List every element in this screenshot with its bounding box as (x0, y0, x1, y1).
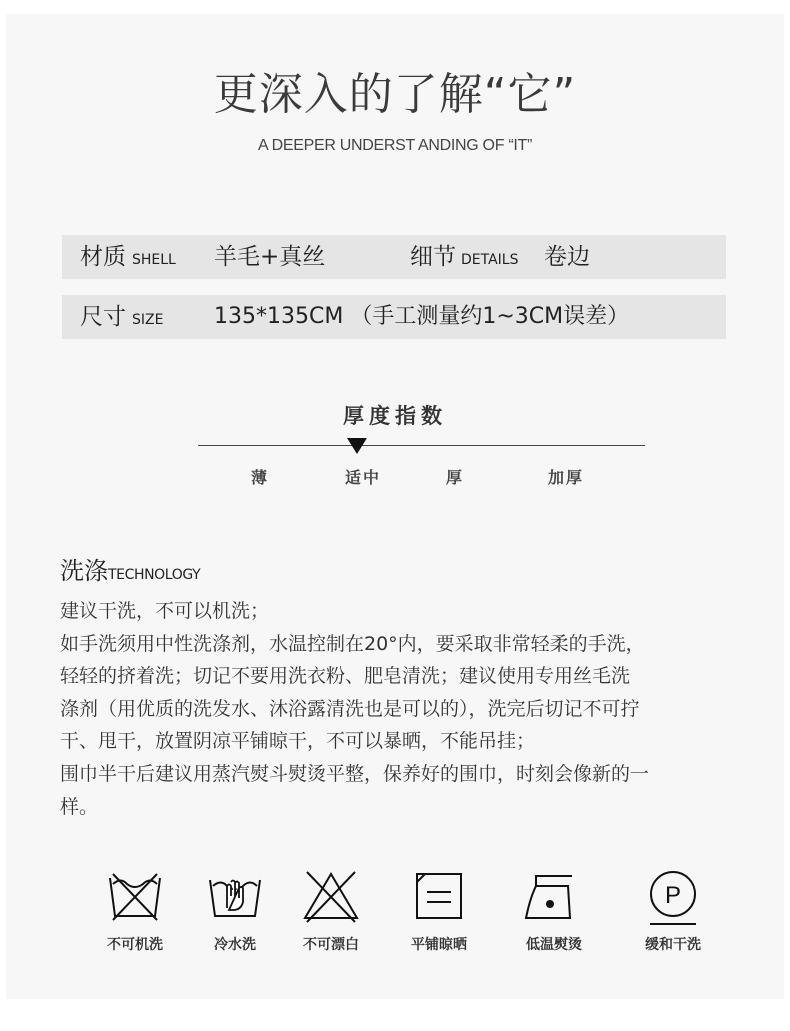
details-label: 细节 (410, 244, 456, 270)
page-subtitle: A DEEPER UNDERST ANDING OF “IT” (258, 137, 532, 154)
care-label-gentle-dry-clean: 缓和干洗 (645, 937, 701, 953)
washing-line: 干、甩干，放置阴凉平铺晾干，不可以暴晒，不能吊挂； (60, 730, 536, 753)
material-label: 材质 (80, 244, 126, 270)
material-label-en: SHELL (132, 252, 176, 268)
thickness-level-extra-thick: 加厚 (548, 468, 585, 487)
washing-line: 建议干洗，不可以机洗； (60, 600, 270, 622)
low-temp-iron-icon (508, 868, 598, 924)
washing-heading-cn: 洗涤 (60, 557, 108, 585)
thickness-title: 厚度指数 (343, 404, 447, 428)
washing-line: 轻轻的挤着洗；切记不要用洗衣粉、肥皂清洗；建议使用专用丝毛洗 (60, 665, 631, 688)
material-value: 羊毛+真丝 (214, 244, 326, 270)
thickness-level-medium: 适中 (345, 468, 382, 487)
thickness-level-thin: 薄 (251, 468, 270, 487)
no-bleach-icon (286, 868, 376, 924)
care-label-no-bleach: 不可漂白 (303, 937, 359, 953)
no-machine-wash-icon (90, 868, 180, 924)
size-label: 尺寸 (80, 304, 126, 330)
washing-line: 样。 (60, 795, 99, 818)
content-panel (6, 14, 784, 999)
details-value: 卷边 (544, 244, 590, 270)
page-title: 更深入的了解“它” (213, 69, 577, 120)
dry-clean-p-icon (628, 868, 718, 928)
care-label-low-temp-iron: 低温熨烫 (526, 937, 582, 953)
dry-flat-icon (394, 868, 484, 924)
washing-line: 围巾半干后建议用蒸汽熨斗熨烫平整，保养好的围巾，时刻会像新的一 (60, 762, 650, 785)
care-label-no-machine-wash: 不可机洗 (107, 937, 163, 953)
thickness-scale-line (198, 445, 645, 446)
size-label-en: SIZE (132, 312, 164, 328)
thickness-marker-icon (347, 438, 367, 454)
spec-row-size (62, 295, 726, 339)
washing-heading (60, 551, 200, 586)
thickness-level-thick: 厚 (446, 468, 465, 487)
washing-line: 涤剂（用优质的洗发水、沐浴露清洗也是可以的），洗完后切记不可拧 (60, 697, 640, 720)
spec-row-material (62, 235, 726, 279)
dry-clean-letter: P (664, 882, 682, 909)
size-value: 135*135CM （手工测量约1~3CM误差） (214, 304, 630, 329)
washing-line: 如手洗须用中性洗涤剂，水温控制在20°内，要采取非常轻柔的手洗， (60, 632, 645, 655)
care-label-dry-flat: 平铺晾晒 (411, 937, 467, 953)
details-label-en: DETAILS (461, 252, 519, 268)
cold-hand-wash-icon (190, 868, 280, 924)
washing-heading-en: TECHNOLOGY (108, 567, 201, 583)
washing-instructions (60, 595, 740, 823)
care-label-cold-wash: 冷水洗 (214, 937, 256, 953)
